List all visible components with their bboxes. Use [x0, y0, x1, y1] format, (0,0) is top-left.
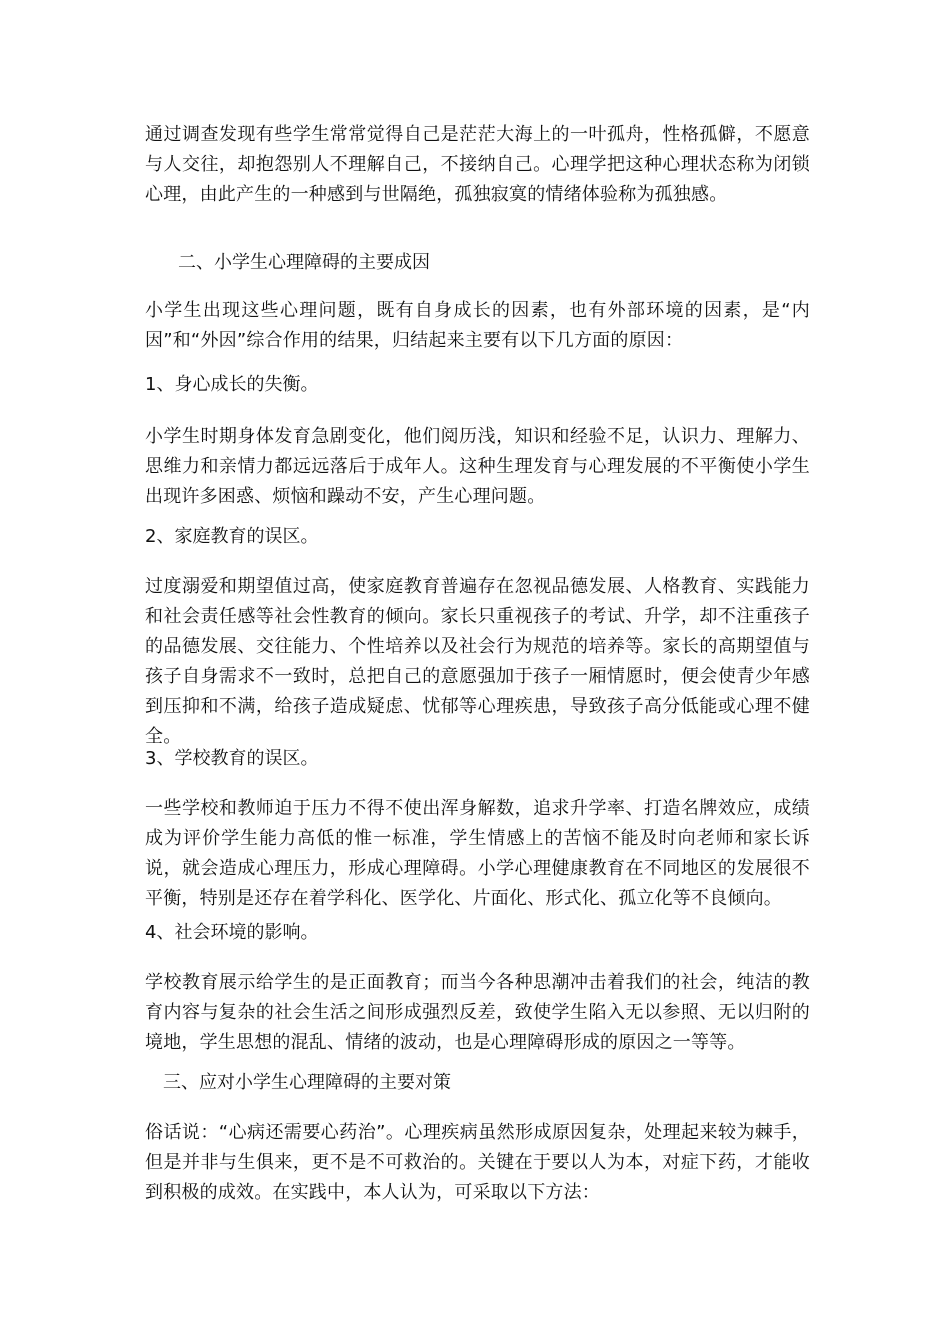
- solutions-paragraph: 俗话说：“心病还需要心药治”。心理疾病虽然形成原因复杂，处理起来较为棘手，但是并非与生俱来，更不是不可救治的。关键在于要以人为本，对症下药，才能收到积极的成效。在实践中，本人认为，可采取以下方法：: [145, 1122, 810, 1203]
- section-heading-2: 二、小学生心理障碍的主要成因: [178, 252, 430, 273]
- intro-paragraph: 通过调查发现有些学生常常觉得自己是茫茫大海上的一叶孤舟，性格孤僻，不愿意与人交往，却抱怨别人不理解自己，不接纳自己。心理学把这种心理状态称为闭锁心理，由此产生的一种感到与世隔绝，孤独寂寞的情绪体验称为孤独感。: [145, 124, 810, 205]
- paragraph-4: 学校教育展示给学生的是正面教育；而当今各种思潮冲击着我们的社会，纯洁的教育内容与复杂的社会生活之间形成强烈反差，致使学生陷入无以参照、无以归附的境地，学生思想的混乱、情绪的波动，也是心理障碍形成的原因之一等等。: [145, 972, 810, 1053]
- subheading-1: 1、身心成长的失衡。: [145, 374, 319, 395]
- subheading-3: 3、学校教育的误区。: [145, 748, 319, 769]
- paragraph-1: 小学生时期身体发育急剧变化，他们阅历浅，知识和经验不足，认识力、理解力、思维力和亲情力都远远落后于成年人。这种生理发育与心理发展的不平衡使小学生出现许多困惑、烦恼和躁动不安，产生心理问题。: [145, 426, 810, 507]
- paragraph-2: 过度溺爱和期望值过高，使家庭教育普遍存在忽视品德发展、人格教育、实践能力和社会责任感等社会性教育的倾向。家长只重视孩子的考试、升学，却不注重孩子的品德发展、交往能力、个性培养以及社会行为规范的培养等。家长的高期望值与孩子自身需求不一致时，总把自己的意愿强加于孩子一厢情愿时，便会使青少年感到压抑和不满，给孩子造成疑虑、忧郁等心理疾患，导致孩子高分低能或心理不健全。: [145, 576, 810, 747]
- subheading-4: 4、社会环境的影响。: [145, 922, 319, 943]
- section-heading-3: 三、应对小学生心理障碍的主要对策: [163, 1072, 451, 1093]
- subheading-2: 2、家庭教育的误区。: [145, 526, 319, 547]
- paragraph-3: 一些学校和教师迫于压力不得不使出浑身解数，追求升学率、打造名牌效应，成绩成为评价学生能力高低的惟一标准，学生情感上的苦恼不能及时向老师和家长诉说，就会造成心理压力，形成心理障碍。小学心理健康教育在不同地区的发展很不平衡，特别是还存在着学科化、医学化、片面化、形式化、孤立化等不良倾向。: [145, 798, 810, 909]
- causes-paragraph: 小学生出现这些心理问题，既有自身成长的因素，也有外部环境的因素，是“内因”和“外因”综合作用的结果，归结起来主要有以下几方面的原因：: [145, 300, 810, 351]
